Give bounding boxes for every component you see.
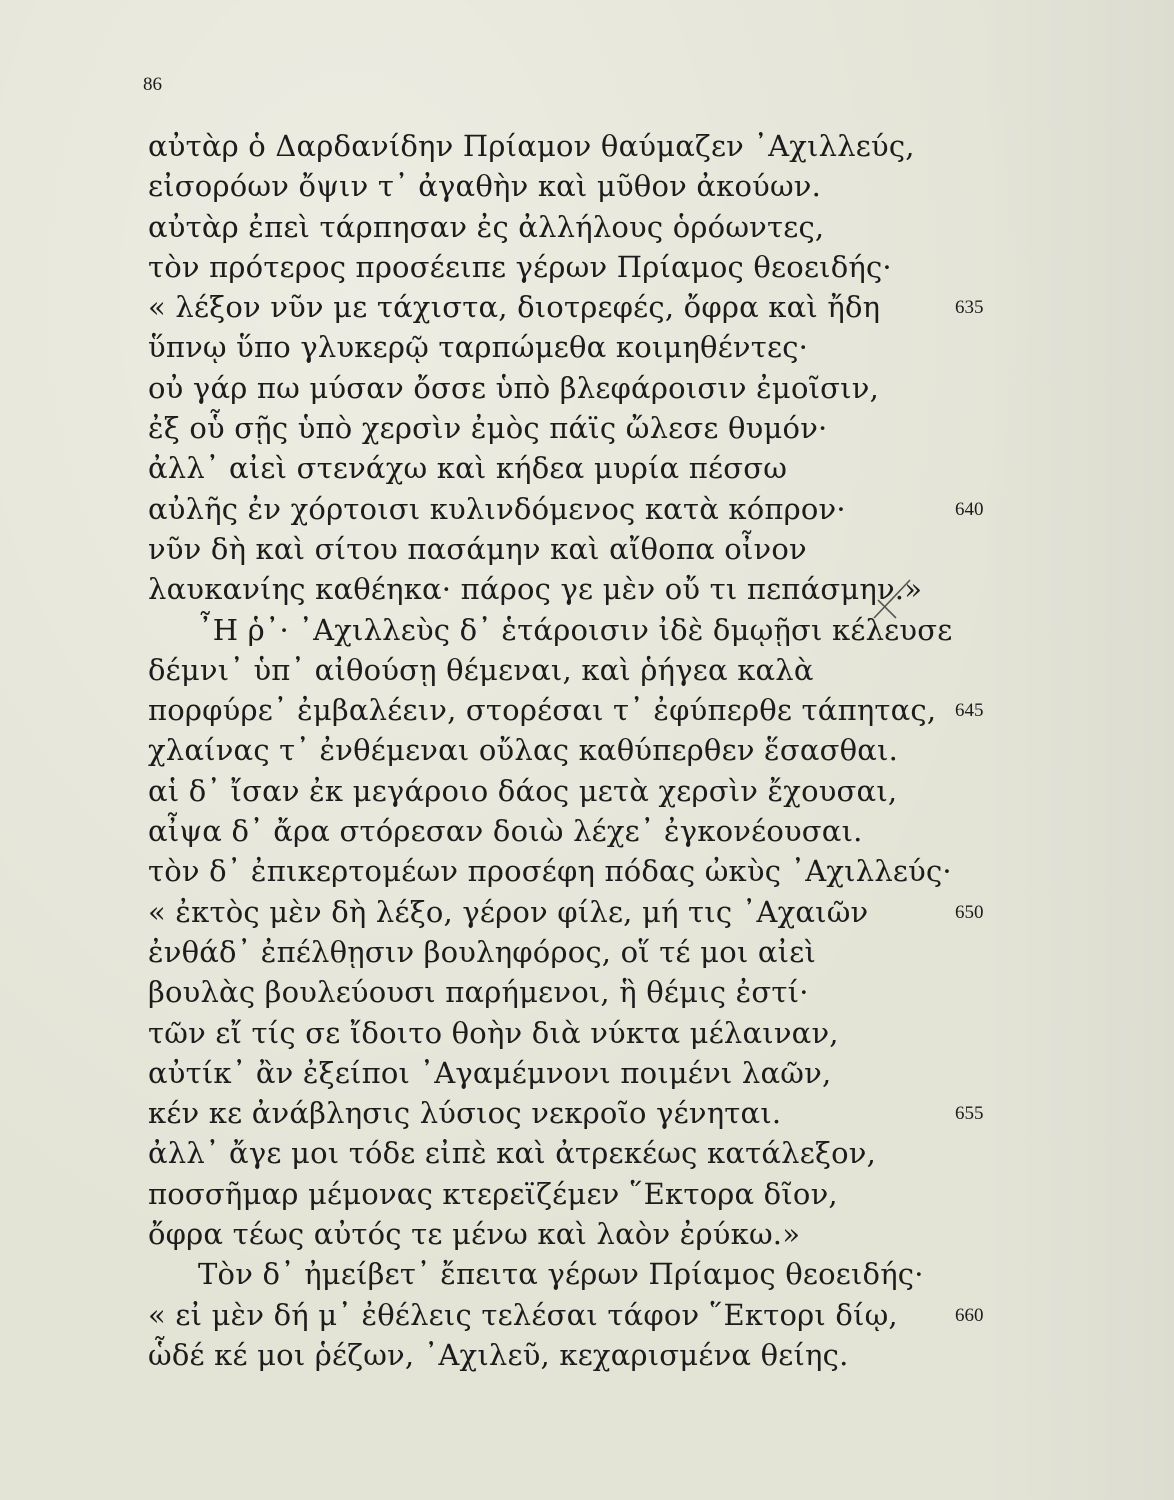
verse-line [0, 813, 1174, 853]
line-number: 655 [955, 1103, 984, 1125]
verse-line [0, 853, 1174, 893]
verse-block [0, 128, 1174, 1377]
pencil-cross-mark [868, 574, 916, 624]
verse-line [0, 329, 1174, 369]
line-number: 635 [955, 297, 984, 319]
verse-line [0, 128, 1174, 168]
verse-line [0, 773, 1174, 813]
verse-text: Τὸν δ᾿ ἠμείβετ᾿ ἔπειτα γέρων Πρίαμος θεοειδής· [198, 1257, 924, 1292]
verse-line [0, 1256, 1174, 1296]
verse-text: « εἰ μὲν δή μ᾿ ἐθέλεις τελέσαι τάφον ῞Εκτορι δίῳ, [148, 1297, 898, 1332]
verse-line [0, 1297, 1174, 1337]
verse-line [0, 410, 1174, 450]
verse-text: νῦν δὴ καὶ σίτου πασάμην καὶ αἴθοπα οἶνον [148, 531, 807, 566]
verse-text: ῏Η ῥ᾿· ᾿Αχιλλεὺς δ᾿ ἑτάροισιν ἰδὲ δμῳῇσι κέλευσε [198, 612, 953, 647]
verse-text: ἐνθάδ᾿ ἐπέλθῃσιν βουληφόρος, οἵ τέ μοι αἰεὶ [148, 934, 817, 969]
verse-text: ἐξ οὗ σῇς ὑπὸ χερσὶν ἐμὸς πάϊς ὤλεσε θυμόν· [148, 411, 828, 446]
line-number: 640 [955, 498, 984, 520]
verse-line [0, 370, 1174, 410]
verse-text: εἰσορόων ὄψιν τ᾿ ἀγαθὴν καὶ μῦθον ἀκούων. [148, 169, 822, 204]
verse-text: αὐλῆς ἐν χόρτοισι κυλινδόμενος κατὰ κόπρον· [148, 491, 846, 526]
verse-text: αἱ δ᾿ ἴσαν ἐκ μεγάροιο δάος μετὰ χερσὶν ἔχουσαι, [148, 773, 898, 808]
verse-line [0, 1095, 1174, 1135]
page-number: 86 [143, 74, 162, 95]
verse-text: τῶν εἴ τίς σε ἴδοιτο θοὴν διὰ νύκτα μέλαιναν, [148, 1015, 839, 1050]
verse-text: λαυκανίης καθέηκα· πάρος γε μὲν οὔ τι πεπάσμην.» [148, 572, 923, 607]
line-number: 660 [955, 1304, 984, 1326]
verse-line [0, 1135, 1174, 1175]
verse-text: χλαίνας τ᾿ ἐνθέμεναι οὔλας καθύπερθεν ἕσασθαι. [148, 733, 899, 768]
verse-line [0, 692, 1174, 732]
verse-line [0, 450, 1174, 490]
verse-text: ἀλλ᾿ ἄγε μοι τόδε εἰπὲ καὶ ἀτρεκέως κατάλεξον, [148, 1136, 877, 1171]
verse-line [0, 894, 1174, 934]
verse-line [0, 1015, 1174, 1055]
verse-line [0, 1176, 1174, 1216]
verse-line [0, 249, 1174, 289]
verse-text: αὐτὰρ ἐπεὶ τάρπησαν ἐς ἀλλήλους ὁρόωντες, [148, 209, 825, 244]
verse-line [0, 612, 1174, 652]
verse-line [0, 732, 1174, 772]
verse-text: ὄφρα τέως αὐτός τε μένω καὶ λαὸν ἐρύκω.» [148, 1217, 801, 1252]
verse-line [0, 934, 1174, 974]
verse-line [0, 531, 1174, 571]
verse-text: « ἐκτὸς μὲν δὴ λέξο, γέρον φίλε, μή τις ᾿Αχαιῶν [148, 894, 869, 929]
verse-text: αὐτίκ᾿ ἂν ἐξείποι ᾿Αγαμέμνονι ποιμένι λαῶν, [148, 1055, 832, 1090]
verse-line [0, 289, 1174, 329]
verse-text: δέμνι᾿ ὑπ᾿ αἰθούσῃ θέμεναι, καὶ ῥήγεα καλὰ [148, 652, 814, 687]
verse-text: κέν κε ἀνάβλησις λύσιος νεκροῖο γένηται. [148, 1096, 782, 1131]
verse-line [0, 168, 1174, 208]
verse-line [0, 1055, 1174, 1095]
verse-text: ἀλλ᾿ αἰεὶ στενάχω καὶ κήδεα μυρία πέσσω [148, 451, 788, 486]
verse-text: ὧδέ κέ μοι ῥέζων, ᾿Αχιλεῦ, κεχαρισμένα θείης. [148, 1337, 849, 1372]
verse-line [0, 974, 1174, 1014]
line-number: 645 [955, 700, 984, 722]
verse-text: ὕπνῳ ὕπο γλυκερῷ ταρπώμεθα κοιμηθέντες· [148, 330, 809, 365]
verse-line [0, 652, 1174, 692]
verse-line [0, 1216, 1174, 1256]
verse-text: αὐτὰρ ὁ Δαρδανίδην Πρίαμον θαύμαζεν ᾿Αχιλλεύς, [148, 129, 915, 163]
verse-line [0, 209, 1174, 249]
verse-line [0, 1337, 1174, 1377]
verse-text: ποσσῆμαρ μέμονας κτερεϊζέμεν ῞Εκτορα δῖον, [148, 1176, 838, 1211]
verse-text: βουλὰς βουλεύουσι παρήμενοι, ἣ θέμις ἐστί· [148, 975, 809, 1010]
verse-line [0, 571, 1174, 611]
verse-text: τὸν δ᾿ ἐπικερτομέων προσέφη πόδας ὠκὺς ᾿Αχιλλεύς· [148, 854, 952, 889]
verse-text: « λέξον νῦν με τάχιστα, διοτρεφές, ὄφρα καὶ ἤδη [148, 290, 881, 325]
verse-text: αἶψα δ᾿ ἄρα στόρεσαν δοιὼ λέχε᾿ ἐγκονέουσαι. [148, 814, 863, 849]
line-number: 650 [955, 901, 984, 923]
verse-line [0, 491, 1174, 531]
verse-text: πορφύρε᾿ ἐμβαλέειν, στορέσαι τ᾿ ἐφύπερθε τάπητας, [148, 693, 937, 728]
verse-text: τὸν πρότερος προσέειπε γέρων Πρίαμος θεοειδής· [148, 249, 892, 284]
verse-text: οὐ γάρ πω μύσαν ὄσσε ὑπὸ βλεφάροισιν ἐμοῖσιν, [148, 370, 879, 405]
